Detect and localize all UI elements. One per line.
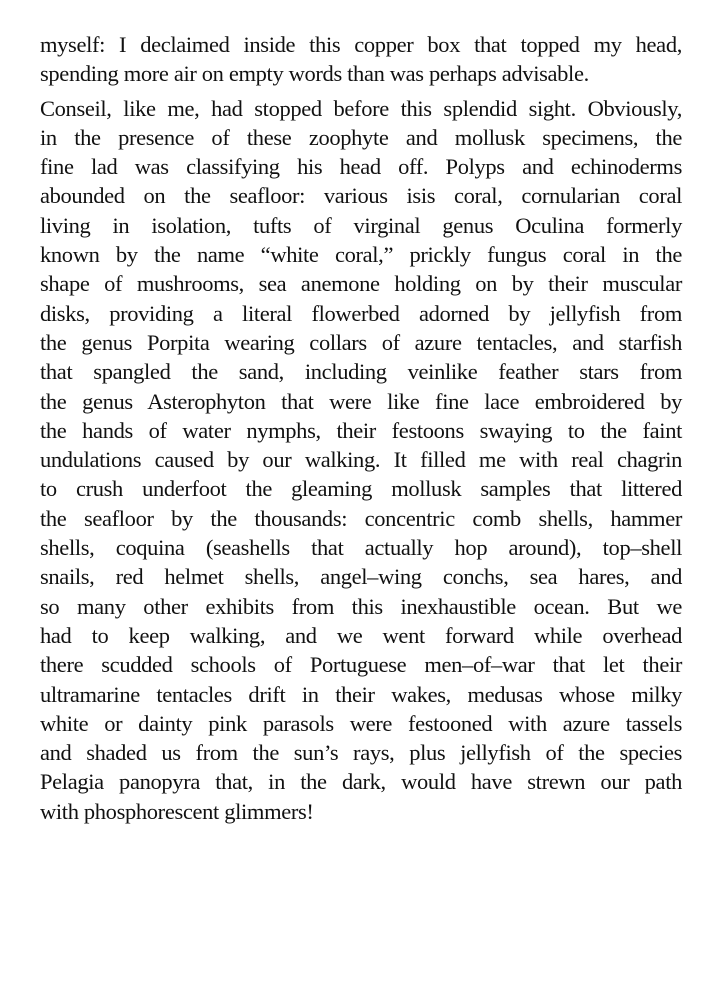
text-line: the seafloor by the thousands: concentric comb shells, hammer <box>40 505 682 531</box>
text-line: undulations caused by our walking. It filled me with real chagrin <box>40 447 682 473</box>
text-line: shells, coquina (seashells that actually hop around), top–shell <box>40 535 682 561</box>
text-line: white or dainty pink parasols were festooned with azure tassels <box>40 710 682 736</box>
text-line: snails, red helmet shells, angel–wing conchs, sea hares, and <box>40 564 682 590</box>
text-line: ultramarine tentacles drift in their wakes, medusas whose milky <box>40 681 682 707</box>
text-line: with phosphorescent glimmers! <box>40 798 314 824</box>
text-line: to crush underfoot the gleaming mollusk samples that littered <box>40 476 682 502</box>
text-line: and shaded us from the sun’s rays, plus jellyfish of the species <box>40 740 682 766</box>
text-line: the hands of water nymphs, their festoons swaying to the faint <box>40 417 682 443</box>
text-line: the genus Asterophyton that were like fine lace embroidered by <box>40 388 682 414</box>
text-line: shape of mushrooms, sea anemone holding on by their muscular <box>40 271 682 297</box>
text-line: so many other exhibits from this inexhaustible ocean. But we <box>40 593 682 619</box>
text-line: the genus Porpita wearing collars of azure tentacles, and starfish <box>40 329 682 355</box>
paragraph-2 <box>40 94 682 826</box>
text-line: fine lad was classifying his head off. Polyps and echinoderms <box>40 154 682 180</box>
text-line: living in isolation, tufts of virginal genus Oculina formerly <box>40 212 682 238</box>
text-line: Pelagia panopyra that, in the dark, would have strewn our path <box>40 769 682 795</box>
text-line: spending more air on empty words than was perhaps advisable. <box>40 61 589 87</box>
text-line: myself: I declaimed inside this copper box that topped my head, <box>40 32 682 57</box>
text-line: abounded on the seafloor: various isis coral, cornularian coral <box>40 183 682 209</box>
text-line: there scudded schools of Portuguese men–of–war that let their <box>40 652 682 678</box>
text-line: Conseil, like me, had stopped before this splendid sight. Obviously, <box>40 95 682 121</box>
text-line: known by the name “white coral,” prickly fungus coral in the <box>40 242 682 268</box>
text-line: disks, providing a literal flowerbed adorned by jellyfish from <box>40 300 682 326</box>
text-line: had to keep walking, and we went forward while overhead <box>40 622 682 648</box>
text-line: that spangled the sand, including veinlike feather stars from <box>40 359 682 385</box>
text-line: in the presence of these zoophyte and mollusk specimens, the <box>40 124 682 150</box>
book-page <box>40 30 682 826</box>
paragraph-1 <box>40 30 682 89</box>
